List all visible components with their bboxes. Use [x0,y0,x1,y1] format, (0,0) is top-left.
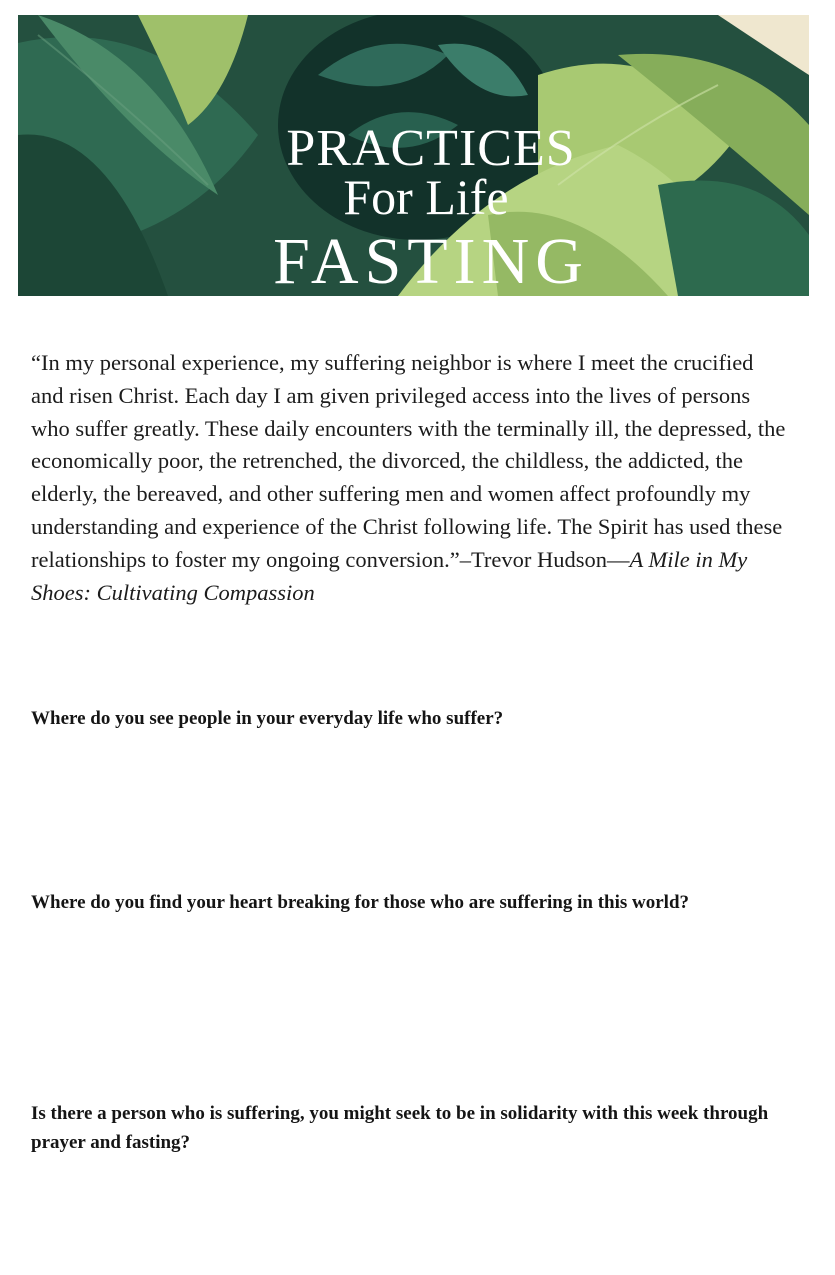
quote-paragraph [31,347,791,609]
header-banner [18,15,809,296]
banner-title-practices: PRACTICES [286,120,576,177]
quote-attribution: –Trevor Hudson [459,546,607,572]
quote-source: A Mile in My Shoes: Cultivating Compassion [31,546,748,605]
banner-title [18,15,809,296]
quote-text: “In my personal experience, my suffering neighbor is where I meet the crucified and risen Christ. Each day I am given privileged access into the lives of persons who suffer greatly. These daily encounters with the terminally ill, the depressed, the economically poor, the retrenched, the divorced, the childless, the addicted, the elderly, the bereaved, and other suffering men and women affect profoundly my understanding and experience of the Christ following life. The Spirit has used these relationships to foster my ongoing conversion.” [31,350,786,572]
question-3: Is there a person who is suffering, you might seek to be in solidarity with this week through prayer and fasting? [31,1103,769,1153]
banner-title-fasting: FASTING [273,225,589,296]
question-1: Where do you see people in your everyday life who suffer? [31,708,504,729]
question-2: Where do you find your heart breaking for those who are suffering in this world? [31,892,690,913]
quote-dash: — [607,546,630,572]
banner-title-for-life: For Life [343,169,509,225]
